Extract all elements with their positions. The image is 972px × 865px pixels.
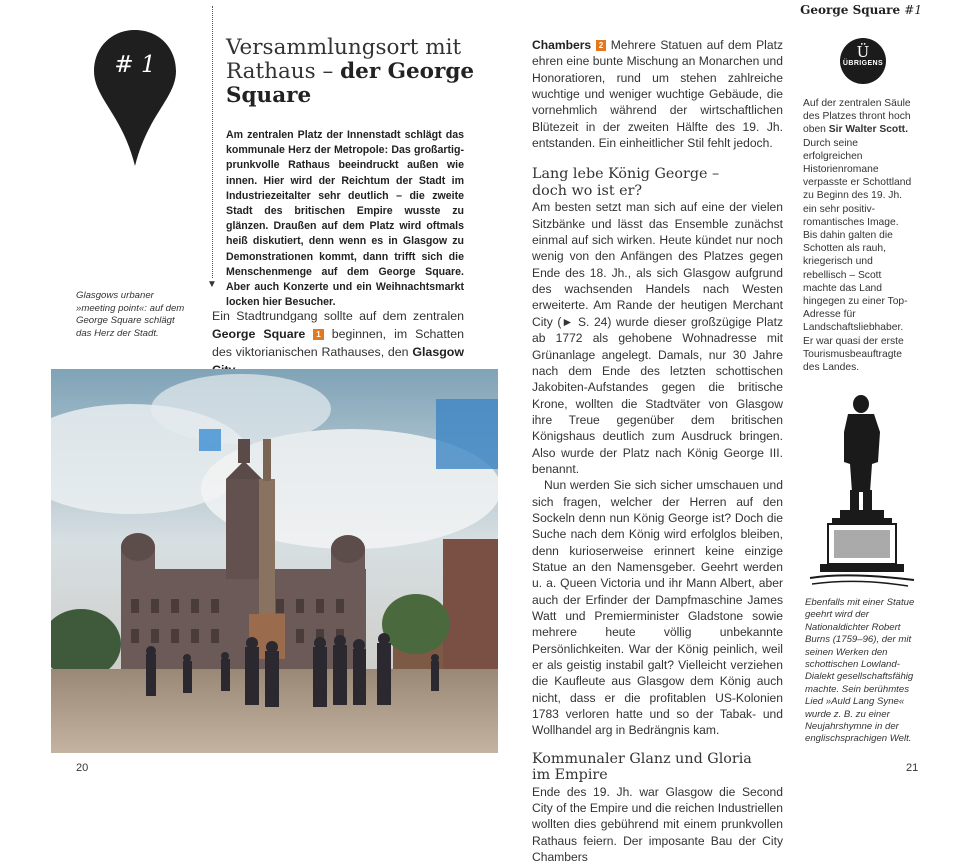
paragraph-statue-search: Nun werden Sie sich sicher umschauen und sich fragen, welcher der Herren auf den Sockeln denn nun König George ist? Doch die Suche nach dem König wird erfolglos bleiben, denn kurioserweise erinnert keine einzige Statue an den Namensgeber. Geehrt werden u. a. Queen Victoria und ihr Mann Albert, aber auch der Erfinder der Dampfmaschine James Watt und Premierminister Gladstone sowie mehrere heute völlig unbekannte Persönlichkeiten. War der König peinlich, weil er als geistig instabil galt? Vielleicht verziehen die Kaufleute aus Glasgow dem König auch nicht, dass er die profitablen US-Kolonien 1783 verloren hatte und so der Tabak- und Wollhandel arg in Bedrängnis kam. <box>532 478 783 738</box>
robert-burns-statue-drawing <box>808 392 918 588</box>
paragraph-statues: Chambers 2 Mehrere Statuen auf dem Platz ehren eine bunte Mischung an Monarchen und Honoratioren, rund um stehen zahlreiche wuchtige und weniger wuchtige Gebäude, die vornehmlich während der wirtschaftlichen Blütezeit in der zweiten Hälfte des 19. Jh. entstanden. Ein einheitlicher Stil fehlt jedoch. <box>532 38 783 151</box>
paragraph-history: Am besten setzt man sich auf eine der vielen Sitzbänke und lässt das Ensemble zunächst einmal auf sich wirken. Heute kündet nur noch wenig von den Anfängen des Platzes gegen Ende des 18. Jh., als sich Glasgow aufgrund des wachsenden Handels nach Westen erweiterte. Am Rande der heutigen Merchant City (► S. 24) wurde dieser großzügige Platz ab 1772 als gehobene Wohnadresse mit Grünanlage angelegt. Damals, nur 30 Jahre nach dem Ende des letzten schottischen Jakobiten-Aufstandes gegen die britische Krone, wollten die Stadtväter von Glasgow ihre Treue gegenüber dem britischen Königshaus deutlich zum Ausdruck bringen. Also wurde der Platz nach König George III. benannt. <box>532 200 783 476</box>
walter-scott-term: Sir Walter Scott. <box>828 124 908 136</box>
badge-letter: Ü <box>856 43 870 61</box>
sidebar-note: Auf der zentralen Säule des Platzes thront hoch oben Sir Walter Scott. Durch seine erfolgreichen Historienromane verpasste er Schottland zu Beginn des 19. Jh. ein sehr positiv-romantisches Image. Bis dahin galten die Schotten als rauh, kriegerisch und rebellisch – Scott machte das Land hingegen zu einer Top-Adresse für Landschaftsliebhaber. Er war quasi der erste Tourismusbeauftragte des Landes. <box>803 98 912 374</box>
running-header-title: George Square <box>800 3 901 17</box>
photo-caption: Glasgows urbaner »meeting point«: auf dem George Square schlägt das Herz der Stadt. <box>76 290 185 339</box>
article-headline <box>226 36 486 108</box>
running-header <box>800 3 922 17</box>
george-square-term: George Square <box>212 327 306 341</box>
statue-caption: Ebenfalls mit einer Statue geehrt wird der Nationaldichter Robert Burns (1759–96), der mit seinen Werken den schottischen Lowland-Dialekt gesellschaftsfähig machte. Sein berühmtes Lied »Auld Lang Syne« wurde z. B. zu einer Neujahrshymne in der englischsprachigen Welt. <box>805 597 915 745</box>
city-chambers-term: Glasgow <box>412 345 464 359</box>
pin-label: # 1 <box>114 52 156 78</box>
marker-2: 2 <box>596 40 606 51</box>
city-chambers-term-cont: Chambers <box>532 38 592 52</box>
headline-line-1: Versammlungsort mit <box>226 35 462 60</box>
intro-paragraph: Am zentralen Platz der Innenstadt schlägt das kommunale Herz der Metropole: Das großartig-prunkvolle Rathaus beeindruckt außen wie innen. Hier wird der Reichtum der Stadt im Industriezeitalter sehr deutlich – die zweite Stadt des britischen Empire wusste zu glänzen. Draußen auf dem Platz wird oftmals heiß diskutiert, denn wenn es in Glasgow zu Demonstrationen kommt, dann trifft sich die Menschenmenge auf dem George Square. Aber auch Konzerte und ein Weihnachtsmarkt locken hier Besucher. <box>226 129 464 309</box>
marker-1: 1 <box>313 329 323 340</box>
arrow-down-icon: ▼ <box>207 279 217 290</box>
dotted-divider <box>212 6 213 278</box>
subheading-empire: Kommunaler Glanz und Gloria im Empire <box>532 750 752 784</box>
running-header-number: #1 <box>904 3 922 17</box>
page-number-left: 20 <box>76 762 89 774</box>
uebrigens-badge <box>840 38 886 84</box>
subheading-king-george: Lang lebe König George – doch wo ist er? <box>532 166 720 199</box>
headline-line-2: Rathaus – der George <box>226 59 475 84</box>
page-number-right: 21 <box>906 762 919 774</box>
paragraph-city-chambers: Ende des 19. Jh. war Glasgow die Second City of the Empire und die reichen Industriellen wollten dies gebührend mit einem prunkvollen Rathaus feiern. Der imposante Bau der City Chambers <box>532 784 783 865</box>
headline-line-3: Square <box>226 83 312 108</box>
body-column-1: Ein Stadtrundgang sollte auf dem zentralen George Square 1 beginnen, im Schatten des viktorianischen Rathauses, den Glasgow <box>212 307 464 379</box>
badge-label: ÜBRIGENS <box>842 60 884 67</box>
map-pin-icon <box>92 28 178 168</box>
george-square-photo <box>51 369 498 753</box>
body-column-2 <box>532 37 783 865</box>
